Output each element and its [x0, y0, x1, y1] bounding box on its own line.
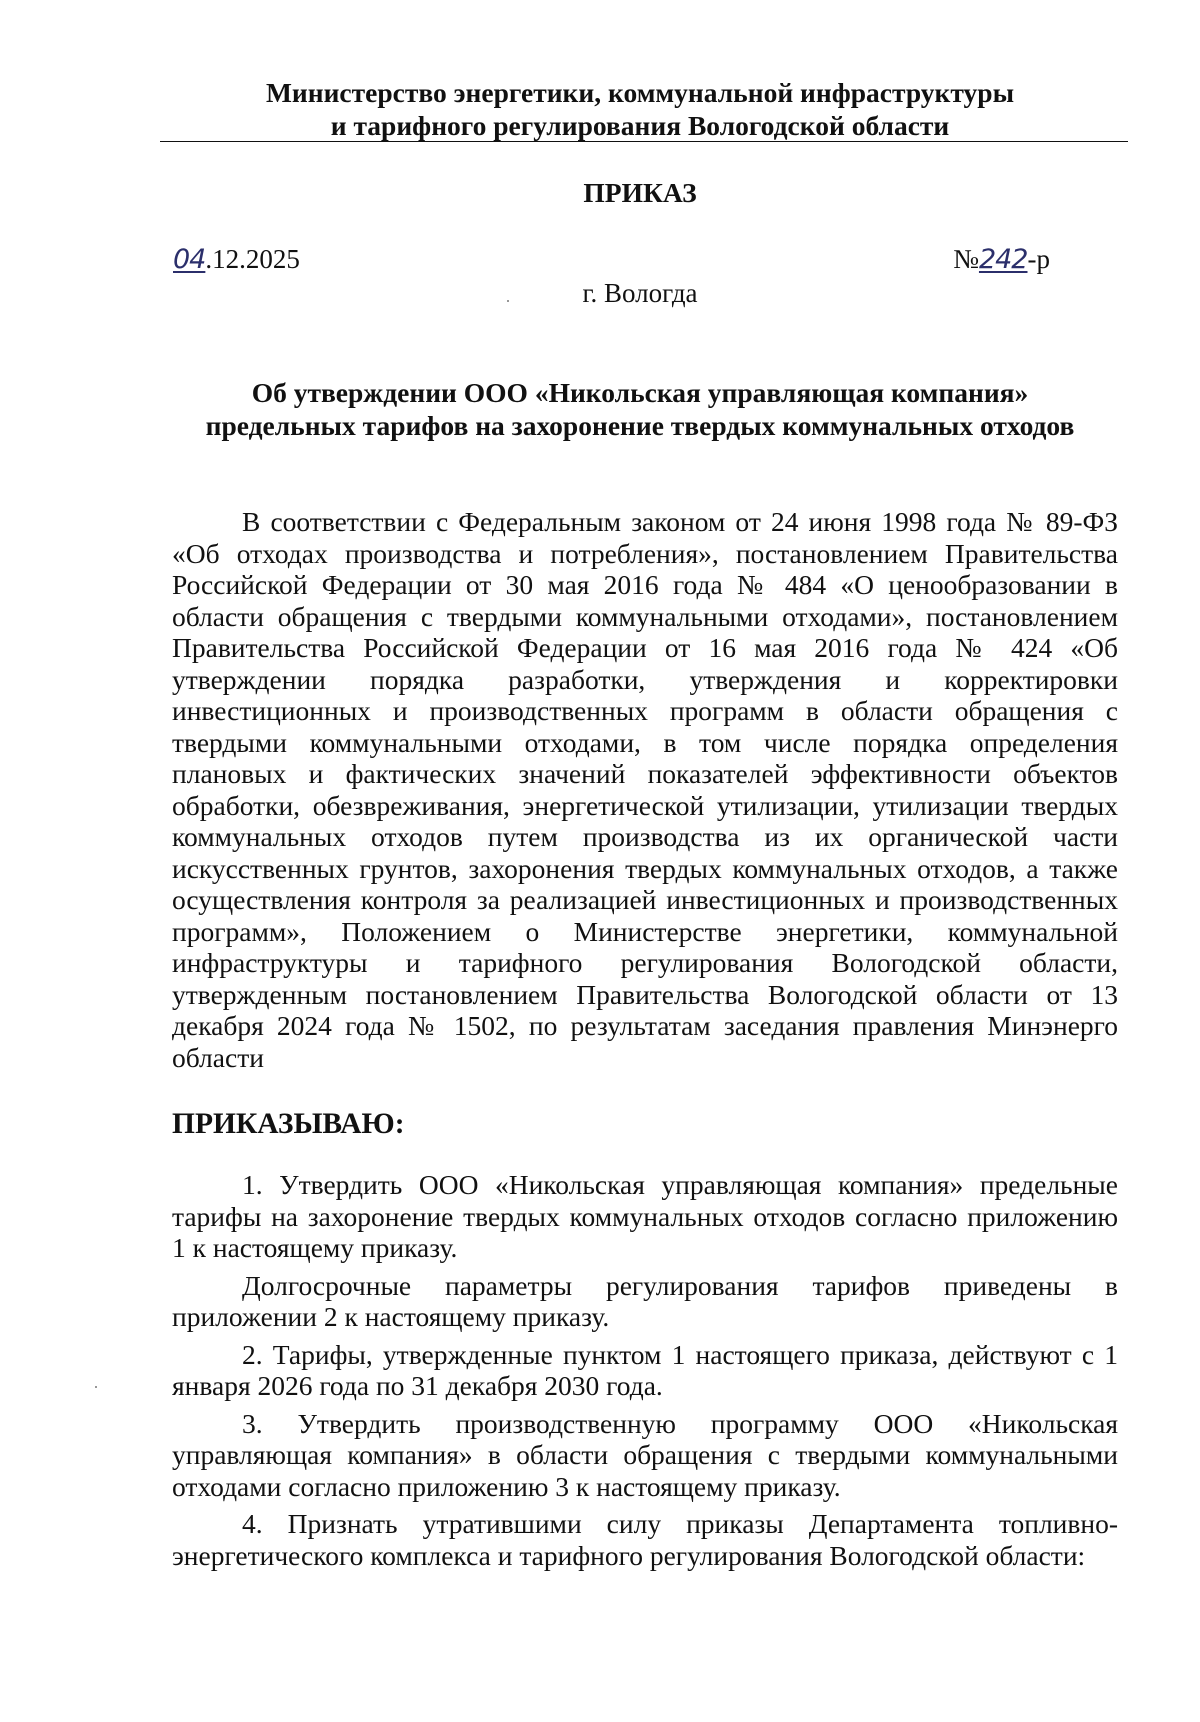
- order-subject: [160, 376, 1120, 442]
- command-heading: ПРИКАЗЫВАЮ:: [172, 1108, 405, 1140]
- scan-speck: [507, 300, 509, 302]
- handwritten-date-day: 04: [173, 244, 206, 275]
- order-date: [173, 243, 300, 276]
- document-type-title: ПРИКАЗ: [583, 177, 697, 208]
- issuing-authority-line-2: и тарифного регулирования Вологодской области: [330, 110, 950, 141]
- order-item: 4. Признать утратившими силу приказы Департамента топливно-энергетического комплекса и тарифного регулирования Вологодской области:: [172, 1508, 1118, 1571]
- place-of-issue: г. Вологда: [582, 278, 698, 308]
- order-item: 1. Утвердить ООО «Никольская управляющая компания» предельные тарифы на захоронение твердых коммунальных отходов согласно приложению 1 к настоящему приказу.: [172, 1169, 1118, 1263]
- order-number-prefix: №: [953, 244, 979, 274]
- order-item: Долгосрочные параметры регулирования тарифов приведены в приложении 2 к настоящему приказу.: [172, 1269, 1118, 1332]
- order-number-suffix: -р: [1027, 244, 1050, 274]
- issuing-authority: [160, 76, 1120, 142]
- handwritten-order-number: 242: [978, 244, 1028, 275]
- order-items: [172, 1169, 1118, 1577]
- order-date-rest: .12.2025: [205, 244, 300, 274]
- order-item: 2. Тарифы, утвержденные пунктом 1 настоящего приказа, действуют с 1 января 2026 года по 31 декабря 2030 года.: [172, 1338, 1118, 1401]
- preamble-paragraph: В соответствии с Федеральным законом от 24 июня 1998 года № 89-ФЗ «Об отходах производства и потребления», постановлением Правительства Российской Федерации от 30 мая 2016 года № 484 «О ценообразовании в области обращения с твердыми коммунальными отходами», постановлением Правительства Российской Федерации от 16 мая 2016 года № 424 «Об утверждении порядка разработки, утверждения и корректировки инвестиционных и производственных программ в области обращения с твердыми коммунальными отходами, в том числе порядка определения плановых и фактических значений показателей эффективности объектов обработки, обезвреживания, энергетической утилизации, утилизации твердых коммунальных отходов путем производства из их органической части искусственных грунтов, захоронения твердых коммунальных отходов, а также осуществления контроля за реализацией инвестиционных и производственных программ», Положением о Министерстве энергетики, коммунальной инфраструктуры и тарифного регулирования Вологодской области, утвержденным постановлением Правительства Вологодской области от 13 декабря 2024 года № 1502, по результатам заседания правления Минэнерго области: [172, 506, 1118, 1073]
- header-divider: [160, 141, 1128, 142]
- order-number: [953, 243, 1050, 276]
- order-subject-line-2: предельных тарифов на захоронение твердых коммунальных отходов: [205, 410, 1075, 441]
- order-item: 3. Утвердить производственную программу ООО «Никольская управляющая компания» в области обращения с твердыми коммунальными отходами согласно приложению 3 к настоящему приказу.: [172, 1407, 1118, 1502]
- scan-speck: [95, 1386, 97, 1388]
- issuing-authority-line-1: Министерство энергетики, коммунальной инфраструктуры: [265, 77, 1015, 108]
- order-subject-line-1: Об утверждении ООО «Никольская управляющая компания»: [251, 377, 1029, 408]
